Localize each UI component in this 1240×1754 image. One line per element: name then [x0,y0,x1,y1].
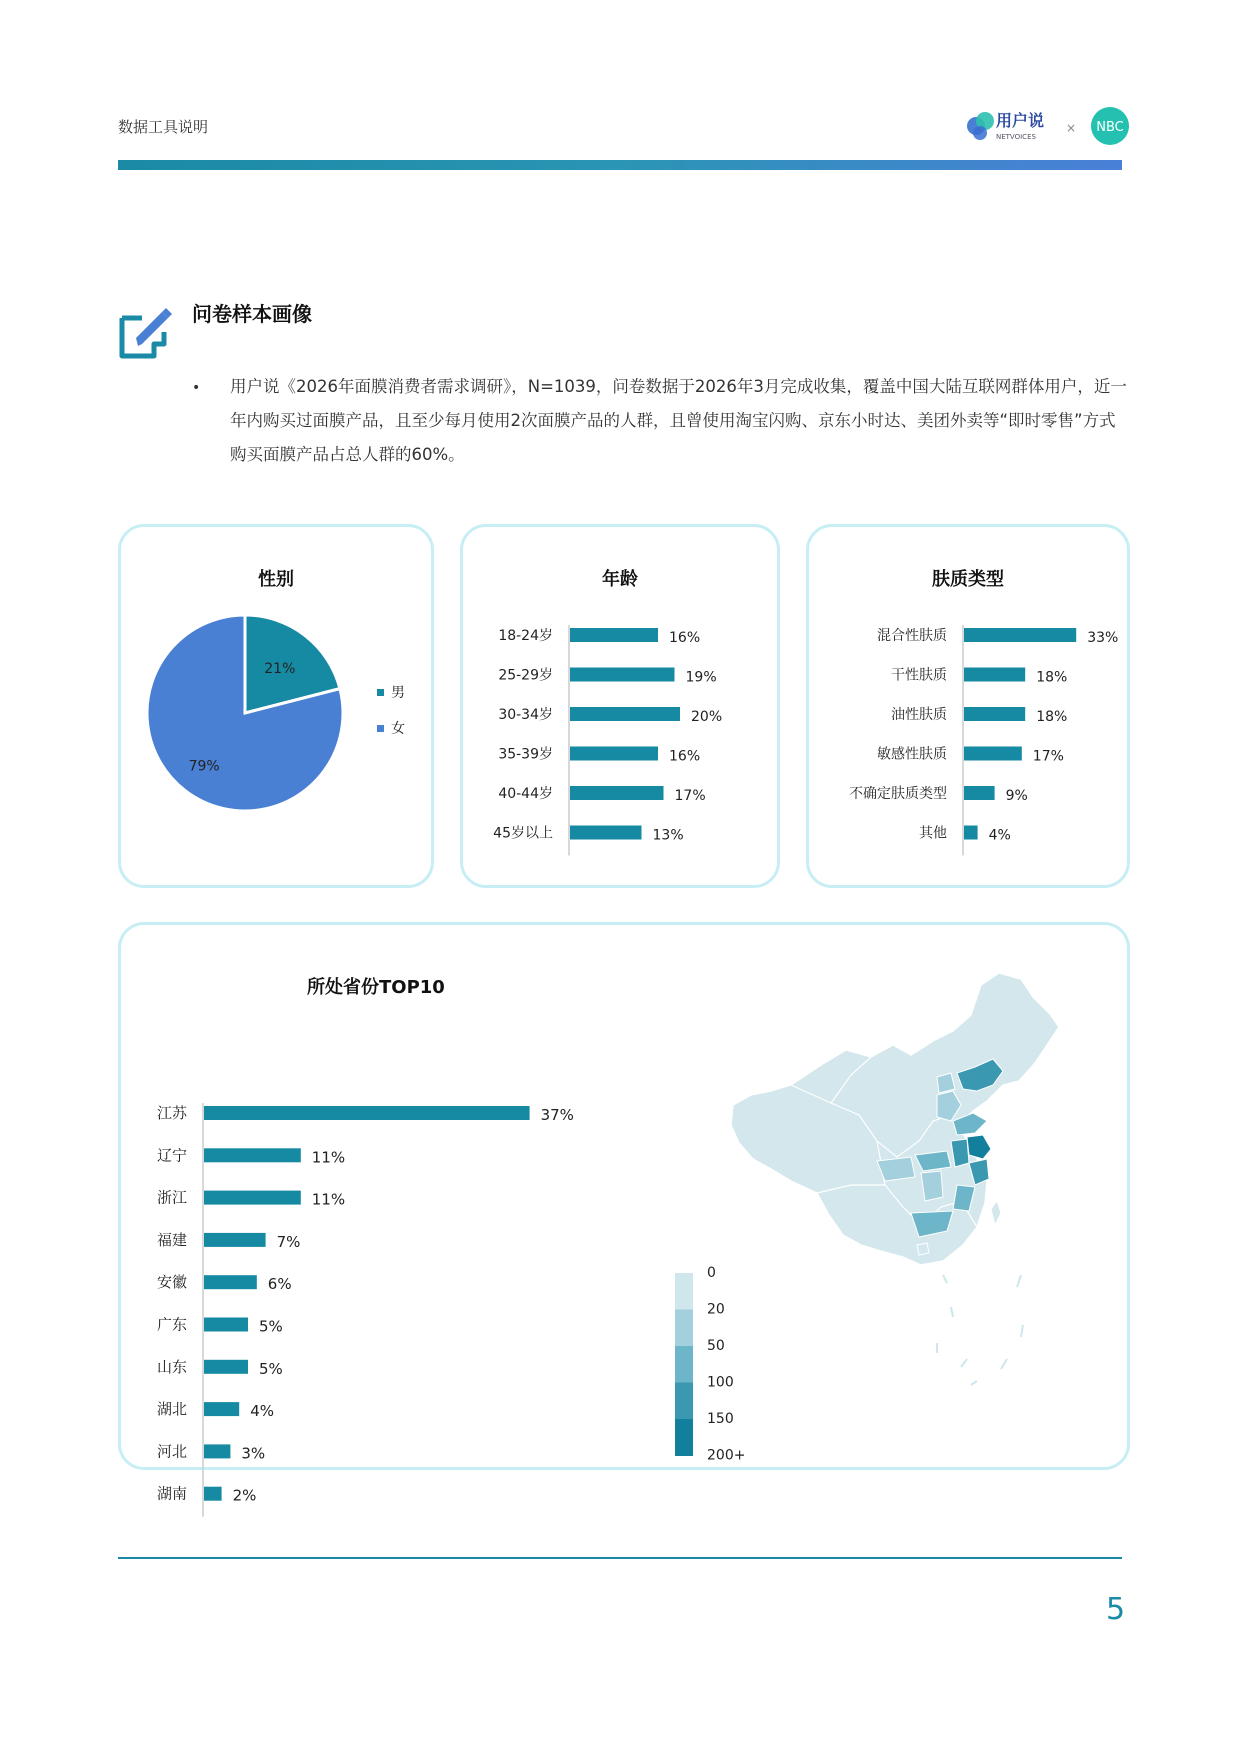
bar-4 [204,1275,257,1289]
age-chart-title: 年龄 [602,569,638,590]
bar-0 [204,1106,530,1120]
category-label-3: 敏感性肤质 [877,746,947,763]
bar-6 [204,1360,248,1374]
section-title: 问卷样本画像 [192,302,312,326]
value-label-7: 4% [250,1402,274,1421]
category-label-3: 福建 [156,1230,187,1249]
category-label-8: 河北 [156,1442,187,1461]
value-label-3: 7% [276,1232,301,1251]
map-legend [651,1247,746,1464]
category-label-4: 40-44岁 [498,786,553,802]
legend-value-1: 20 [707,1301,725,1318]
bar-3 [570,747,658,761]
pie-slice-label-0: 21% [264,661,296,678]
skin-card [806,524,1130,888]
skin-chart-title: 肤质类型 [932,569,1004,590]
logo-text: 用户说 [996,111,1045,130]
legend-value-4: 150 [707,1411,734,1427]
legend-value-3: 100 [707,1374,734,1391]
value-label-2: 11% [311,1190,346,1209]
bar-0 [570,628,658,642]
legend-value-5: 200+ [707,1447,746,1464]
legend-swatch-1 [377,725,384,732]
legend-color-2 [675,1346,693,1383]
bar-3 [964,747,1022,761]
netvoices-logo-icon [962,104,1132,150]
legend-value-0: 0 [707,1265,716,1281]
category-label-1: 干性肤质 [891,667,947,684]
category-label-4: 安徽 [156,1273,187,1292]
value-label-9: 2% [232,1486,257,1505]
bar-3 [204,1233,266,1247]
value-label-4: 6% [267,1275,292,1294]
value-label-5: 4% [988,827,1011,844]
gender-chart-title: 性别 [258,569,294,590]
value-label-8: 3% [241,1444,266,1463]
legend-color-3 [675,1383,693,1420]
value-label-2: 18% [1036,709,1068,725]
category-label-4: 不确定肤质类型 [849,786,947,802]
category-label-2: 30-34岁 [498,707,553,723]
category-label-0: 18-24岁 [498,628,553,644]
section-description: 用户说《2026年面膜消费者需求调研》，N=1039，问卷数据于2026年3月完成收集，覆盖中国大陆互联网群体用户，近一年内购买过面膜产品，且至少每月使用2次面膜产品的人群，且曾使用淘宝闪购、京东小时达、美团外卖等“即时零售”方式购买面膜产品占总人群的60%。 [230,377,1127,464]
legend-label-0: 男 [391,685,405,701]
gender-card [118,524,434,888]
header-title: 数据工具说明 [118,118,209,136]
logo-area [962,104,1132,150]
page-number: 5 [1106,1592,1126,1627]
bar-1 [570,668,675,682]
bar-1 [204,1148,301,1162]
legend-color-4 [675,1419,693,1456]
age-card [460,524,780,888]
province-chart-title: 所处省份TOP10 [307,977,445,998]
category-label-5: 45岁以上 [493,825,553,842]
region-jiangsu [967,1135,991,1159]
category-label-9: 湖南 [156,1484,187,1503]
value-label-5: 5% [259,1317,283,1336]
province-card [118,922,1130,1505]
bar-5 [964,826,978,840]
legend-label-1: 女 [391,721,405,737]
bar-8 [204,1444,230,1458]
value-label-1: 19% [685,669,717,686]
category-label-1: 25-29岁 [498,667,553,684]
bar-5 [204,1318,248,1332]
category-label-7: 湖北 [156,1400,187,1419]
skin-bar-chart [809,593,1127,883]
legend-swatch-0 [377,689,384,696]
value-label-3: 17% [1032,748,1064,765]
logo-subtext: NETVOICES [996,133,1036,141]
value-label-1: 18% [1036,669,1068,686]
bar-2 [964,707,1025,721]
value-label-5: 13% [652,827,684,844]
value-label-0: 16% [669,630,701,646]
region-hunan [921,1171,943,1201]
header-bar [118,160,1122,170]
footer-line [118,1557,1122,1559]
bar-7 [204,1402,239,1416]
value-label-3: 16% [669,748,701,765]
region-hainan [917,1243,929,1255]
bar-1 [964,668,1025,682]
value-label-2: 20% [691,709,723,725]
category-label-5: 其他 [919,825,947,842]
bar-0 [964,628,1076,642]
bar-4 [964,786,995,800]
bullet-marker: • [192,380,201,396]
value-label-4: 17% [674,788,706,804]
category-label-6: 山东 [156,1357,187,1376]
edit-note-icon [116,302,178,364]
value-label-1: 11% [311,1148,346,1167]
value-label-0: 37% [540,1106,574,1124]
gender-pie-chart [121,587,431,887]
value-label-4: 9% [1005,788,1028,804]
legend-color-1 [675,1310,693,1347]
category-label-0: 混合性肤质 [877,628,947,644]
bar-2 [570,707,680,721]
category-label-5: 广东 [156,1315,187,1334]
age-bar-chart [463,593,777,883]
region-taiwan [991,1201,1001,1225]
legend-color-0 [675,1273,693,1310]
category-label-0: 江苏 [156,1104,187,1122]
category-label-1: 辽宁 [156,1146,187,1165]
pie-slice-label-1: 79% [188,758,220,775]
value-label-6: 5% [259,1359,283,1378]
category-label-3: 35-39岁 [498,746,553,763]
south-sea-islands [937,1275,1023,1385]
province-bar-chart [121,995,641,1505]
category-label-2: 油性肤质 [891,707,947,723]
bar-9 [204,1487,222,1501]
legend-value-2: 50 [707,1338,725,1354]
bar-2 [204,1191,301,1205]
bar-4 [570,786,664,800]
value-label-0: 33% [1087,630,1119,646]
nbc-badge: NBC [1096,120,1124,135]
category-label-2: 浙江 [156,1188,187,1207]
logo-cross: × [1066,121,1077,135]
china-map-shape [731,973,1059,1265]
bar-5 [570,826,642,840]
